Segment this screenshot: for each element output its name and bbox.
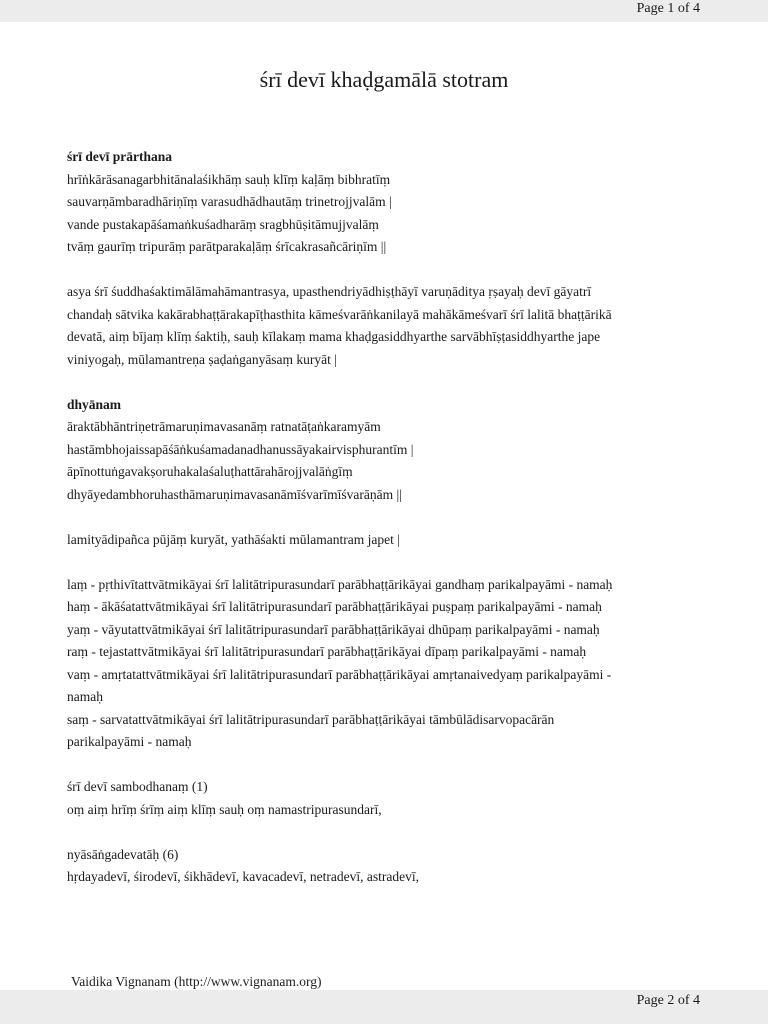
- paragraph-gap: [67, 259, 707, 282]
- prarthana-line: vande pustakapāśamaṅkuśadharāṃ sragbhūṣitāmujjvalāṃ: [67, 216, 379, 232]
- paragraph-gap: [67, 371, 707, 394]
- prarthana-heading: śrī devī prārthana: [67, 149, 173, 164]
- upachara-line: saṃ - sarvatattvātmikāyai śrī lalitātripurasundarī parābhaṭṭārikāyai tāmbūlādisarvopacārān: [67, 711, 555, 727]
- document-body: [67, 146, 707, 889]
- dhyanam-heading: dhyānam: [67, 396, 122, 412]
- nyasanga-heading: nyāsāṅgadevatāḥ (6): [67, 846, 179, 862]
- prarthana-line: tvāṃ gaurīṃ tripurāṃ parātparakaḷāṃ śrīcakrasañcāriṇīm ||: [67, 239, 387, 254]
- page-indicator-bottom: Page 2 of 4: [636, 993, 700, 1008]
- page-indicator-top: Page 1 of 4: [636, 1, 700, 16]
- prarthana-line: hrīṅkārāsanagarbhitānalaśikhāṃ sauḥ klīṃ kaḷāṃ bibhratīṃ: [67, 171, 391, 187]
- viniyoga-line: asya śrī śuddhaśaktimālāmahāmantrasya, upasthendriyādhiṣṭhāyī varuṇāditya ṛṣayaḥ devī gāyatrī: [67, 284, 592, 299]
- prarthana-line: sauvarṇāmbaradhāriṇīṃ varasudhādhautāṃ trinetrojjvalām |: [67, 194, 392, 209]
- upachara-line: vaṃ - amṛtatattvātmikāyai śrī lalitātripurasundarī parābhaṭṭārikāyai amṛtanaivedyaṃ parikalpayāmi -: [67, 666, 612, 682]
- sambodhanam-line: oṃ aiṃ hrīṃ śrīṃ aiṃ klīṃ sauḥ oṃ namastripurasundarī,: [67, 801, 382, 817]
- upachara-line: parikalpayāmi - namaḥ: [67, 734, 192, 749]
- dhyanam-line: āraktābhāntriṇetrāmaruṇimavasanāṃ ratnatāṭaṅkaramyām: [67, 419, 381, 434]
- paragraph-gap: [67, 551, 707, 574]
- viniyoga-line: devatā, aiṃ bījaṃ klīṃ śaktiḥ, sauḥ kīlakaṃ mama khaḍgasiddhyarthe sarvābhīṣṭasiddhyarthe jape: [67, 329, 601, 344]
- dhyanam-line: dhyāyedambhoruhasthāmaruṇimavasanāmīśvarīmīśvarāṇām ||: [67, 486, 402, 502]
- puja-line: lamityādipañca pūjāṃ kuryāt, yathāśakti mūlamantram japet |: [67, 531, 400, 547]
- viniyoga-line: viniyogaḥ, mūlamantreṇa ṣaḍaṅganyāsaṃ kuryāt |: [67, 351, 337, 367]
- upachara-line: yaṃ - vāyutattvātmikāyai śrī lalitātripurasundarī parābhaṭṭārikāyai dhūpaṃ parikalpayāmi - namaḥ: [67, 621, 600, 637]
- footer-source: Vaidika Vignanam (http://www.vignanam.org): [71, 974, 322, 989]
- upachara-line: raṃ - tejastattvātmikāyai śrī lalitātripurasundarī parābhaṭṭārikāyai dīpaṃ parikalpayāmi - namaḥ: [67, 644, 587, 659]
- paragraph-gap: [67, 821, 707, 844]
- upachara-line: haṃ - ākāśatattvātmikāyai śrī lalitātripurasundarī parābhaṭṭārikāyai puṣpaṃ parikalpayāmi - namaḥ: [67, 599, 602, 614]
- dhyanam-line: hastāmbhojaissapāśāṅkuśamadanadhanussāyakairvisphurantīm |: [67, 441, 414, 457]
- paragraph-gap: [67, 754, 707, 777]
- upachara-line: namaḥ: [67, 689, 103, 704]
- document-title: śrī devī khaḍgamālā stotram: [259, 67, 509, 92]
- nyasanga-line: hṛdayadevī, śirodevī, śikhādevī, kavacadevī, netradevī, astradevī,: [67, 869, 419, 884]
- upachara-line: laṃ - pṛthivītattvātmikāyai śrī lalitātripurasundarī parābhaṭṭārikāyai gandhaṃ parikalpayāmi - namaḥ: [67, 576, 613, 592]
- viniyoga-line: chandaḥ sātvika kakārabhaṭṭārakapīṭhasthita kāmeśvarāṅkanilayā mahākāmeśvarī śrī lalitā bhaṭṭārikā: [67, 306, 612, 322]
- sambodhanam-heading: śrī devī sambodhanaṃ (1): [67, 779, 208, 794]
- dhyanam-line: āpīnottuṅgavakṣoruhakalaśaluṭhattārahārojjvalāṅgīṃ: [67, 464, 353, 479]
- paragraph-gap: [67, 506, 707, 529]
